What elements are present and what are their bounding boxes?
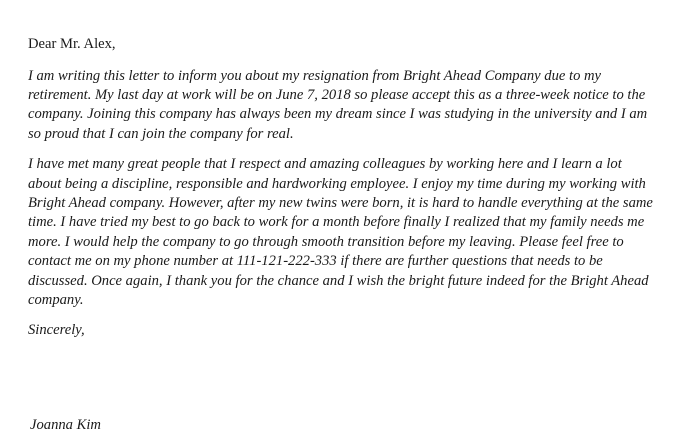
- letter-body: [28, 35, 658, 341]
- paragraph-resignation-notice: I am writing this letter to inform you about my resignation from Bright Ahead Company due to my retirement. My last day at work will be on June 7, 2018 so please accept this as a three-week notice to the company. Joining this company has always been my dream since I was studying in the university and I am so proud that I can join the company for real.: [28, 67, 648, 142]
- closing: Sincerely,: [28, 322, 85, 339]
- salutation: Dear Mr. Alex,: [28, 36, 116, 52]
- signature-name: Joanna Kim: [30, 417, 101, 433]
- paragraph-reasons: I have met many great people that I respect and amazing colleagues by working here and I learn a lot about being a discipline, responsible and hardworking employee. I enjoy my time during my working with Bright Ahead company. However, after my new twins were born, it is hard to handle everything at the same time. I have tried my best to go back to work for a month before finally I realized that my family needs me more. I would help the company to go through smooth transition before my leaving. Please feel free to contact me on my phone number at 111-121-222-333 if there are further questions that needs to be discussed. Once again, I thank you for the chance and I wish the bright future indeed for the Bright Ahead company.: [28, 156, 653, 308]
